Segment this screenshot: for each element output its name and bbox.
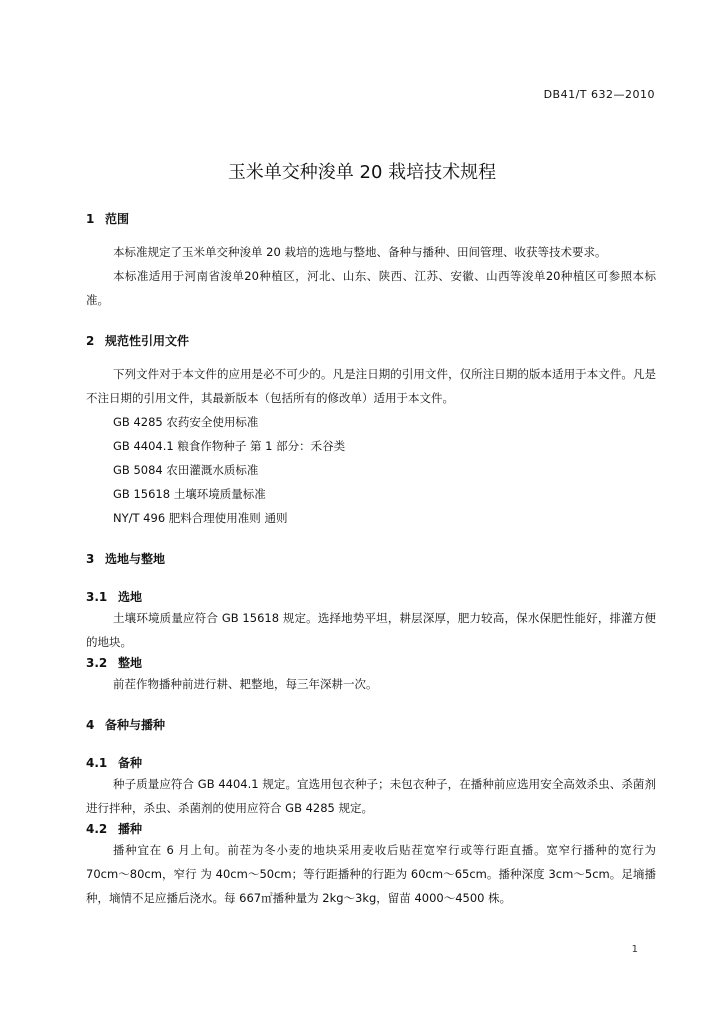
subsection-heading-3-1 — [86, 588, 656, 606]
reference-item: GB 4285 农药安全使用标准 — [113, 415, 259, 429]
section-title: 备种与播种 — [105, 718, 166, 732]
subsection-number: 4.2 — [86, 822, 108, 836]
section-number: 3 — [86, 552, 95, 566]
section-heading-1 — [86, 210, 656, 228]
paragraph: 前茬作物播种前进行耕、耙整地，每三年深耕一次。 — [113, 677, 378, 691]
reference-item: GB 4404.1 粮食作物种子 第 1 部分：禾谷类 — [113, 439, 346, 453]
section-title: 选地与整地 — [105, 552, 166, 566]
page-number: 1 — [631, 944, 638, 955]
section-title: 规范性引用文件 — [105, 334, 190, 348]
subsection-title: 备种 — [118, 756, 143, 770]
subsection-title: 播种 — [118, 822, 143, 836]
document-body — [86, 210, 656, 910]
subsection-heading-4-1 — [86, 754, 656, 772]
subsection-number: 3.2 — [86, 656, 108, 670]
subsection-heading-4-2 — [86, 820, 656, 838]
paragraph: 本标准规定了玉米单交种浚单 20 栽培的选地与整地、备种与播种、田间管理、收获等技术要求。 — [113, 245, 607, 259]
paragraph: 土壤环境质量应符合 GB 15618 规定。选择地势平坦，耕层深厚，肥力较高，保水保肥性能好，排灌方便的地块。 — [86, 611, 656, 649]
reference-item: NY/T 496 肥料合理使用准则 通则 — [113, 511, 288, 525]
reference-item: GB 15618 土壤环境质量标准 — [113, 487, 266, 501]
section-heading-3 — [86, 550, 656, 568]
paragraph: 下列文件对于本文件的应用是必不可少的。凡是注日期的引用文件，仅所注日期的版本适用于本文件。凡是不注日期的引用文件，其最新版本（包括所有的修改单）适用于本文件。 — [86, 367, 656, 405]
paragraph: 本标准适用于河南省浚单20种植区，河北、山东、陕西、江苏、安徽、山西等浚单20种植区可参照本标准。 — [86, 269, 656, 307]
subsection-heading-3-2 — [86, 654, 656, 672]
section-title: 范围 — [105, 212, 130, 226]
subsection-title: 选地 — [118, 590, 143, 604]
subsection-title: 整地 — [118, 656, 143, 670]
paragraph: 播种宜在 6 月上旬。前茬为冬小麦的地块采用麦收后贴茬宽窄行或等行距直播。宽窄行播种的宽行为 70cm～80cm，窄行 为 40cm～50cm；等行距播种的行距为 60cm～65cm。播种深度 3cm～5cm。足墒播种，墒情不足应播后浇水。每 667㎡播种量为 2kg～3kg，留苗 4000～4500 株。 — [86, 843, 656, 905]
subsection-number: 3.1 — [86, 590, 108, 604]
standard-code: DB41/T 632—2010 — [543, 88, 655, 101]
subsection-number: 4.1 — [86, 756, 108, 770]
section-number: 2 — [86, 334, 95, 348]
paragraph: 种子质量应符合 GB 4404.1 规定。宜选用包衣种子；未包衣种子，在播种前应选用安全高效杀虫、杀菌剂进行拌种，杀虫、杀菌剂的使用应符合 GB 4285 规定。 — [86, 777, 656, 815]
section-number: 4 — [86, 718, 95, 732]
section-number: 1 — [86, 212, 95, 226]
document-title: 玉米单交种浚单 20 栽培技术规程 — [227, 162, 497, 183]
section-heading-2 — [86, 332, 656, 350]
section-heading-4 — [86, 716, 656, 734]
reference-item: GB 5084 农田灌溉水质标准 — [113, 463, 259, 477]
